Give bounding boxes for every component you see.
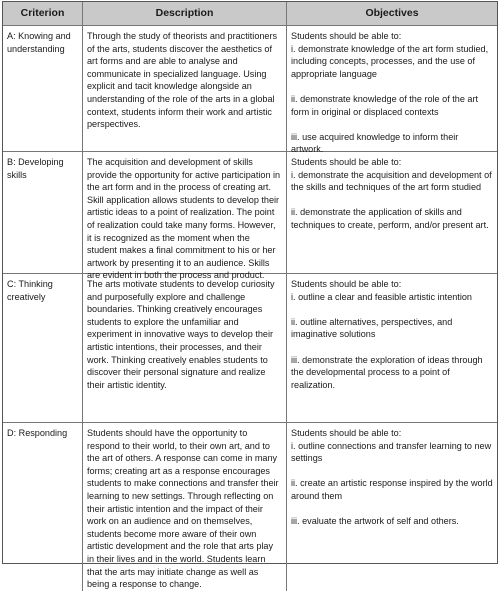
header-description: Description [83,2,287,26]
objectives-c [287,274,497,423]
header-objectives: Objectives [287,2,497,26]
criterion-a: A: Knowing and understanding [3,26,83,152]
objective-item: ii. create an artistic response inspired by the world around them [291,478,493,501]
objectives-intro: Students should be able to: [291,157,402,167]
criteria-table [2,1,498,590]
objectives-d [287,423,497,591]
objective-item: i. outline connections and transfer learning to new settings [291,440,492,464]
objective-item: ii. demonstrate knowledge of the role of the art form in original or displaced contexts [291,93,479,117]
objective-item: ii. demonstrate the application of skills and techniques to create, perform, and/or present art. [291,207,489,230]
objective-item: ii. outline alternatives, perspectives, and imaginative solutions [291,316,453,340]
description-b: The acquisition and development of skills provide the opportunity for active participation in the art form and in the process of creating art. Skill application allows students to develop their artistic ideas to a point of realization. The point of realization could take many forms. However, it is recognized as the moment when the student makes a final commitment to his or her artwork by presenting it to an audience. Skills are evident in both the process and product. [83,152,287,274]
criterion-d: D: Responding [3,423,83,591]
description-c: The arts motivate students to develop curiosity and purposefully explore and challenge boundaries. Thinking creatively encourages students to explore the unfamiliar and experiment in innovative ways to develop their artistic intentions, their processes, and their work. Thinking creatively enables students to discover their personal signature and realize their artistic identity. [83,274,287,423]
objectives-b [287,152,497,274]
objectives-intro: Students should be able to: [291,279,402,289]
objective-item: i. outline a clear and feasible artistic intention [291,291,472,302]
objective-item: iii. use acquired knowledge to inform their artwork. [291,131,459,155]
criterion-b: B: Developing skills [3,152,83,274]
objective-item: iii. evaluate the artwork of self and others. [291,516,459,527]
objective-item: iii. demonstrate the exploration of ideas through the developmental process to a point of realization. [291,354,483,390]
description-a: Through the study of theorists and practitioners of the arts, students discover the aesthetics of art forms and are able to analyse and communicate in specialized language. Using explicit and tacit knowledge alongside an understanding of the role of the arts in a global context, students inform their work and artistic perspectives. [83,26,287,152]
description-d: Students should have the opportunity to respond to their world, to their own art, and to the art of others. A response can come in many forms; creating art as a response encourages students to make connections and transfer their learning to new settings. Through reflecting on their artistic intention and the impact of their work on an audience and on themselves, students become more aware of their own artistic development and the role that arts play in their lives and in the world. Students learn that the arts may initiate change as well as being a response to change. [83,423,287,591]
objectives-a [287,26,497,155]
objectives-intro: Students should be able to: [291,31,402,41]
header-criterion: Criterion [3,2,83,26]
objective-item: i. demonstrate the acquisition and development of the skills and techniques of the art form studied [291,169,492,193]
criterion-c: C: Thinking creatively [3,274,83,423]
objectives-intro: Students should be able to: [291,428,402,438]
objective-item: i. demonstrate knowledge of the art form studied, including concepts, processes, and the use of appropriate language [291,43,489,79]
